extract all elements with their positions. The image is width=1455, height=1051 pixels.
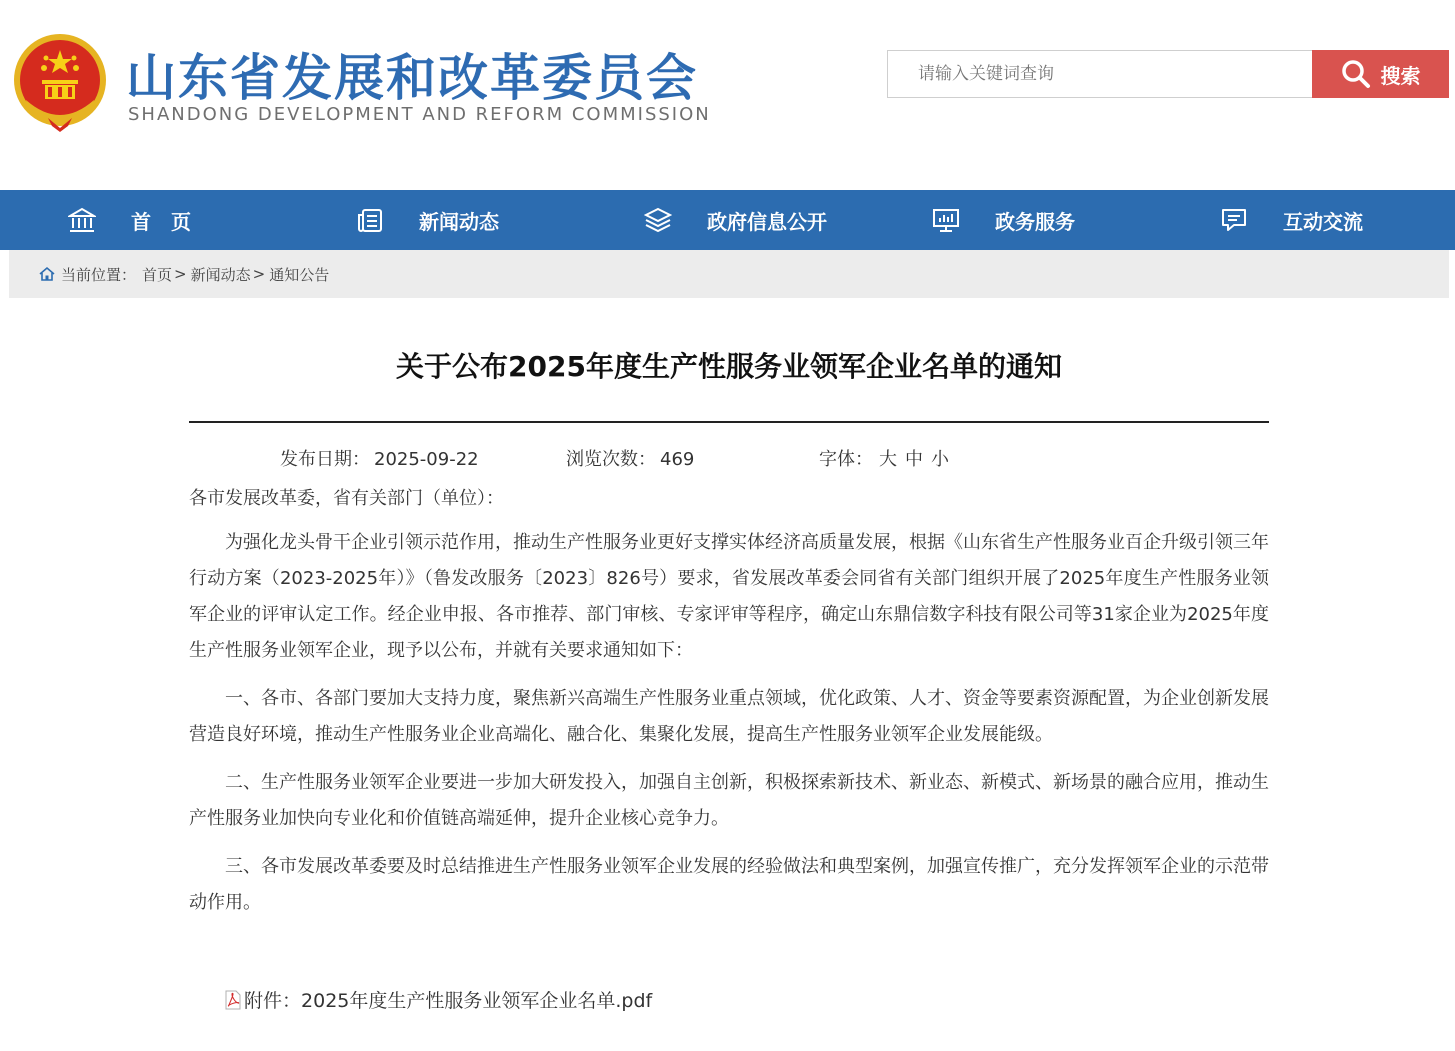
breadcrumb-prefix: 当前位置： [61,265,137,284]
font-size-medium[interactable]: 中 [905,449,923,470]
nav-item-services[interactable] [931,190,1075,250]
nav-item-label: 政务服务 [995,209,1075,234]
attachment-label: 附件： [244,990,302,1012]
site-title: 山东省发展和改革委员会 [126,49,698,107]
monitor-chart-icon [931,205,961,235]
breadcrumb-notices[interactable]: 通知公告 [269,265,330,284]
nav-item-label: 互动交流 [1283,209,1363,234]
home-icon [67,205,97,235]
font-size-large[interactable]: 大 [879,449,897,470]
pdf-icon [224,990,242,1010]
font-size-small[interactable]: 小 [931,449,949,470]
font-size-label: 字体： [819,449,873,470]
nav-item-news[interactable] [355,190,499,250]
article-paragraph: 三、各市发展改革委要及时总结推进生产性服务业领军企业发展的经验做法和典型案例，加强宣传推广，充分发挥领军企业的示范带动作用。 [189,856,1269,913]
publish-date-label: 发布日期： [280,449,370,470]
publish-date-value: 2025-09-22 [374,449,479,470]
nav-item-home[interactable] [67,190,191,250]
search-button[interactable] [1312,50,1449,98]
article-paragraph: 为强化龙头骨干企业引领示范作用，推动生产性服务业更好支撑实体经济高质量发展，根据《山东省生产性服务业百企升级引领三年行动方案（2023-2025年）》（鲁发改服务〔2023〕826号）要求，省发展改革委会同省有关部门组织开展了2025年度生产性服务业领军企业的评审认定工作。经企业申报、各市推荐、部门审核、专家评审等程序，确定山东鼎信数字科技有限公司等31家企业为2025年度生产性服务业领军企业，现予以公布，并就有关要求通知如下： [189,532,1269,661]
article-salutation: 各市发展改革委，省有关部门（单位）： [189,488,504,509]
search-icon [1341,59,1371,89]
publish-date [280,445,479,471]
nav-item-gov-info[interactable] [643,190,827,250]
attachment-link[interactable] [224,986,652,1013]
breadcrumb-home[interactable]: 首页 [142,265,173,284]
nav-item-label: 新闻动态 [419,209,499,234]
chat-icon [1219,205,1249,235]
article-paragraph: 一、各市、各部门要加大支持力度，聚焦新兴高端生产性服务业重点领域，优化政策、人才、资金等要素资源配置，为企业创新发展营造良好环境，推动生产性服务业企业高端化、融合化、集聚化发展，提高生产性服务业领军企业发展能级。 [189,688,1269,745]
article-paragraph: 二、生产性服务业领军企业要进一步加大研发投入，加强自主创新，积极探索新技术、新业态、新模式、新场景的融合应用，推动生产性服务业加快向专业化和价值链高端延伸，提升企业核心竞争力。 [189,772,1269,829]
view-count [566,445,694,471]
breadcrumb-news[interactable]: 新闻动态 [190,265,251,284]
layers-icon [643,205,673,235]
nav-item-label: 政府信息公开 [707,209,827,234]
view-count-value: 469 [660,449,695,470]
search-input[interactable] [888,51,1312,97]
nav-item-label: 首 页 [131,209,191,234]
view-count-label: 浏览次数： [566,449,656,470]
breadcrumb-separator: > [252,265,266,283]
attachment-filename: 2025年度生产性服务业领军企业名单.pdf [301,990,653,1012]
news-icon [355,205,385,235]
breadcrumb-separator: > [174,265,187,283]
site-subtitle: SHANDONG DEVELOPMENT AND REFORM COMMISSION [128,104,711,125]
main-nav [0,190,1455,250]
search-button-label: 搜索 [1380,63,1421,88]
article-title: 关于公布2025年度生产性服务业领军企业名单的通知 [396,350,1062,383]
breadcrumb [9,250,1449,298]
font-size-control [819,445,957,471]
national-emblem-icon[interactable] [12,30,108,134]
nav-item-interaction[interactable] [1219,190,1363,250]
home-icon [39,266,55,282]
search-box [887,50,1313,98]
title-divider [189,421,1269,423]
site-header [0,0,1455,190]
